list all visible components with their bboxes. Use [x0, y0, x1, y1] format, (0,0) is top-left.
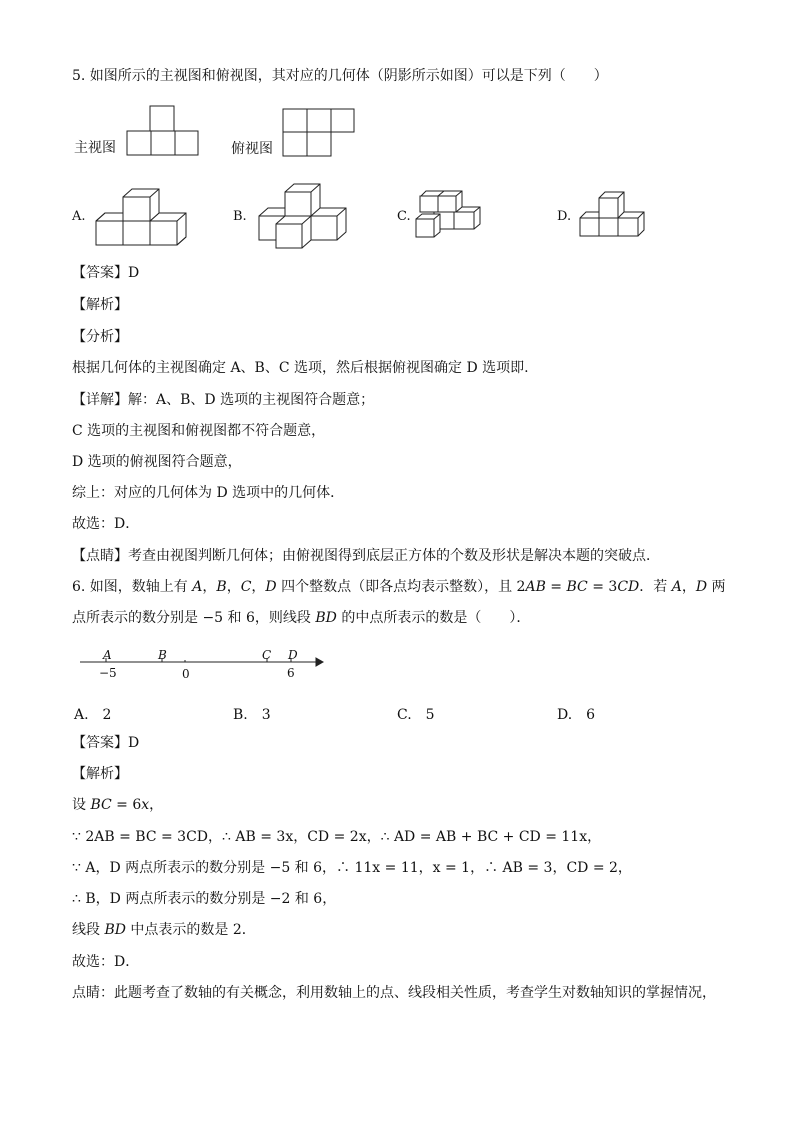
- q6-solution-line-1: [72, 796, 163, 814]
- q6-stem-text: 的中点所表示的数是（ ）．: [336, 610, 531, 626]
- q6-stem-line-2: [72, 609, 530, 627]
- q5-option-d-figure: [578, 188, 648, 242]
- q6-seg-cd: CD: [617, 579, 640, 595]
- q5-fenxi-heading: 【分析】: [72, 329, 128, 345]
- top-view-figure: [282, 108, 356, 158]
- q6-sol-text: = 6: [111, 797, 142, 813]
- q6-sol-text: 设: [72, 797, 91, 813]
- axis-number-origin: 0: [182, 667, 190, 681]
- q6-analysis-heading: 【解析】: [72, 766, 128, 782]
- q6-seg-ab: AB: [525, 579, 546, 595]
- q5-detail-line-5: 故选：D．: [72, 516, 140, 532]
- q6-stem-text: ．若: [639, 579, 672, 595]
- q5-detail-line-1: 【详解】解：A、B、D 选项的主视图符合题意；: [72, 392, 375, 408]
- q6-var-x: x: [141, 797, 150, 813]
- axis-number-d: 6: [287, 666, 295, 680]
- q5-detail-line-3: D 选项的俯视图符合题意，: [72, 454, 242, 470]
- q6-solution-line-6: 故选：D．: [72, 954, 140, 970]
- axis-label-d: D: [288, 648, 298, 662]
- q5-option-a-label: A.: [72, 209, 86, 224]
- q6-stem-line-1: [72, 578, 726, 596]
- q6-eq: = 3: [587, 579, 618, 595]
- q6-stem-text: 四个整数点（即各点均表示整数），且 2: [276, 579, 526, 595]
- q5-option-b-label: B.: [233, 209, 247, 224]
- q6-point-b: B: [216, 579, 227, 595]
- q5-dianjing: 【点睛】考查由视图判断几何体；由俯视图得到底层正方体的个数及形状是解决本题的突破点．: [72, 548, 660, 564]
- q6-stem-text: 6. 如图，数轴上有: [72, 579, 193, 595]
- front-view-figure: [126, 105, 200, 157]
- q6-option-d: D. 6: [557, 707, 596, 723]
- q6-option-c: C. 5: [397, 707, 435, 723]
- q6-stem-text: 两: [707, 579, 726, 595]
- q6-option-b: B. 3: [233, 707, 271, 723]
- q6-option-a: A. 2: [74, 707, 112, 723]
- q5-option-d-label: D.: [557, 209, 572, 224]
- q6-comma: ，: [251, 579, 266, 595]
- q6-sol-text: 线段: [72, 922, 105, 938]
- q6-sol-text: ，: [149, 797, 164, 813]
- q6-eq: =: [545, 579, 567, 595]
- q6-comma: ，: [202, 579, 217, 595]
- q6-point-d: D: [265, 579, 277, 595]
- q5-option-b-figure: [256, 182, 350, 252]
- front-view-label: 主视图: [74, 140, 116, 156]
- q6-dianjing: 点睛：此题考查了数轴的有关概念，利用数轴上的点、线段相关性质，考查学生对数轴知识的掌握情况，: [72, 985, 716, 1001]
- q6-solution-line-3: ∵ A，D 两点所表示的数分别是 −5 和 6，∴ 11x = 11，x = 1，∴ AB = 3，CD = 2，: [72, 860, 632, 876]
- q6-point-c: C: [240, 579, 252, 595]
- q5-analysis-heading: 【解析】: [72, 297, 128, 313]
- q6-point-d: D: [695, 579, 708, 595]
- q6-solution-line-4: ∴ B，D 两点所表示的数分别是 −2 和 6，: [72, 891, 337, 907]
- q6-solution-line-2: ∵ 2AB = BC = 3CD，∴ AB = 3x，CD = 2x，∴ AD = AB + BC + CD = 11x，: [72, 829, 602, 845]
- q6-comma: ，: [226, 579, 241, 595]
- axis-label-a: A: [103, 648, 112, 662]
- q5-detail-line-2: C 选项的主视图和俯视图都不符合题意，: [72, 423, 326, 439]
- q5-option-c-figure: [414, 188, 484, 242]
- q5-option-c-label: C.: [397, 209, 411, 224]
- q6-point-a: A: [671, 579, 682, 595]
- q5-stem: 5. 如图所示的主视图和俯视图，其对应的几何体（阴影所示如图）可以是下列（ ）: [72, 68, 608, 84]
- axis-label-c: C: [262, 648, 272, 662]
- q5-answer: 【答案】D: [72, 265, 140, 281]
- axis-number-a: −5: [99, 666, 117, 680]
- q5-option-a-figure: [94, 185, 190, 247]
- q6-point-a: A: [192, 579, 203, 595]
- q6-stem-text: 点所表示的数分别是 −5 和 6，则线段: [72, 610, 316, 626]
- axis-label-b: B: [158, 648, 167, 662]
- q6-seg-bc: BC: [90, 797, 112, 813]
- top-view-label: 俯视图: [231, 141, 273, 157]
- q6-seg-bc: BC: [566, 579, 588, 595]
- q6-seg-bd: BD: [104, 922, 126, 938]
- q6-sol-text: 中点表示的数是 2．: [125, 922, 256, 938]
- q5-detail-line-4: 综上：对应的几何体为 D 选项中的几何体．: [72, 485, 345, 501]
- q5-fenxi-text: 根据几何体的主视图确定 A、B、C 选项，然后根据俯视图确定 D 选项即.: [72, 360, 529, 376]
- q6-seg-bd: BD: [315, 610, 337, 626]
- q6-comma: ，: [681, 579, 696, 595]
- q6-solution-line-5: [72, 921, 256, 939]
- q6-answer: 【答案】D: [72, 735, 140, 751]
